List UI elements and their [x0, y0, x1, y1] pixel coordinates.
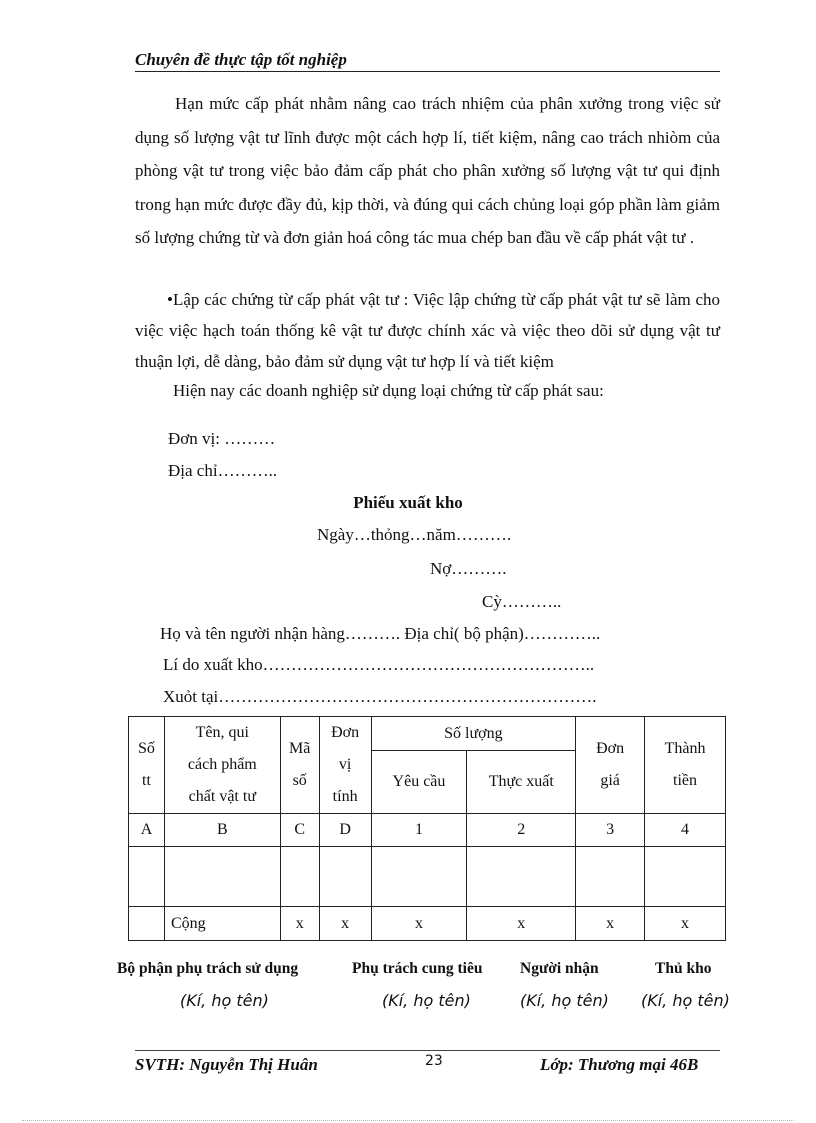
header-price-line: giá: [600, 772, 620, 789]
header-price-line: Đơn: [596, 740, 625, 757]
form-unit: Đơn vị: ………: [168, 429, 276, 448]
blank-cell: [576, 847, 645, 907]
page-edge: [22, 1120, 794, 1121]
header-unit-line: vị: [338, 756, 352, 773]
header-stt-line: tt: [142, 772, 151, 789]
blank-cell: [129, 847, 165, 907]
form-title: Phiếu xuất kho: [353, 493, 463, 512]
form-reason: Lí do xuất kho…………………………………………………..: [163, 655, 595, 674]
index-cell: 1: [371, 814, 467, 847]
header-unit-line: Đơn: [331, 724, 360, 741]
slip-table: [128, 716, 726, 941]
form-warehouse: Xuỏt tại………………………………………………………….: [163, 687, 597, 706]
signature-note: (Kí, họ tên): [180, 991, 269, 1010]
form-debit: Nợ……….: [430, 559, 507, 578]
signature-note: (Kí, họ tên): [641, 991, 730, 1010]
header-amount-line: Thành: [664, 740, 706, 757]
form-address: Địa chỉ………..: [168, 461, 278, 480]
footer-class: Lớp: Thương mại 46B: [540, 1055, 699, 1074]
blank-cell: [467, 847, 576, 907]
blank-cell: [371, 847, 467, 907]
header-requested: Yêu cầu: [371, 751, 467, 814]
total-row: [129, 907, 726, 941]
index-cell: D: [319, 814, 371, 847]
header-amount-line: tiền: [673, 772, 698, 789]
total-cell: x: [319, 907, 371, 941]
header-rule: [135, 71, 720, 72]
index-cell: B: [164, 814, 280, 847]
header-quantity: Số lượng: [371, 717, 576, 751]
form-date: Ngày…thỏng…năm……….: [317, 525, 512, 544]
header-name-line: Tên, qui: [195, 724, 249, 741]
header-amount: [645, 717, 726, 814]
header-title: Chuyên đề thực tập tốt nghiệp: [135, 50, 347, 69]
blank-cell: [164, 847, 280, 907]
total-cell: x: [576, 907, 645, 941]
signature-storekeeper: Thủ kho: [655, 960, 712, 977]
paragraph-1: Hạn mức cấp phát nhằm nâng cao trách nhiệm của phân xưởng trong việc sử dụng số lượng vật tư lĩnh được một cách hợp lí, tiết kiệm, nâng cao trách nhiòm của phòng vật tư trong việc bảo đảm cấp phát cho phân xưởng số lượng vật tư qui định trong hạn mức được đầy đủ, kịp thời, và đúng qui cách chủng loại góp phần làm giảm số lượng chứng từ và đơn giản hoá công tác mua chép ban đầu về cấp phát vật tư .: [135, 94, 720, 247]
signature-note: (Kí, họ tên): [520, 991, 609, 1010]
paragraph-3: Hiện nay các doanh nghiệp sử dụng loại chứng từ cấp phát sau:: [173, 381, 604, 400]
blank-cell: [319, 847, 371, 907]
header-name: [164, 717, 280, 814]
page-number: 23: [425, 1053, 443, 1069]
index-cell: 2: [467, 814, 576, 847]
index-row: [129, 814, 726, 847]
form-credit: Cỳ………..: [482, 592, 562, 611]
signature-supply: Phụ trách cung tiêu: [352, 960, 483, 977]
form-receiver: Họ và tên người nhận hàng………. Địa chỉ( bộ phận)…………..: [160, 624, 601, 643]
header-name-line: cách phẩm: [187, 756, 257, 773]
total-cell: [129, 907, 165, 941]
blank-row: [129, 847, 726, 907]
header-price: [576, 717, 645, 814]
header-stt-line: Số: [138, 740, 155, 757]
total-cell: x: [280, 907, 319, 941]
total-cell: x: [645, 907, 726, 941]
index-cell: A: [129, 814, 165, 847]
signature-usage-dept: Bộ phận phụ trách sử dụng: [117, 960, 299, 977]
paragraph-2: •Lập các chứng từ cấp phát vật tư : Việc lập chứng từ cấp phát vật tư sẽ làm cho việc việc hạch toán thống kê vật tư được chính xác và việc theo dõi sử dụng vật tư thuận lợi, dễ dàng, bảo đảm sử dụng vật tư hợp lí và tiết kiệm: [135, 290, 720, 371]
header-code: [280, 717, 319, 814]
total-cell: x: [467, 907, 576, 941]
header-name-line: chất vật tư: [188, 788, 256, 805]
header-stt: [129, 717, 165, 814]
index-cell: 3: [576, 814, 645, 847]
header-unit-line: tính: [332, 788, 358, 805]
footer-student: SVTH: Nguyễn Thị Huân: [135, 1055, 318, 1074]
index-cell: 4: [645, 814, 726, 847]
header-unit: [319, 717, 371, 814]
signature-receiver: Người nhận: [520, 960, 599, 977]
index-cell: C: [280, 814, 319, 847]
total-label: Cộng: [164, 907, 280, 941]
signature-note: (Kí, họ tên): [382, 991, 471, 1010]
header-code-line: số: [292, 772, 307, 789]
header-code-line: Mã: [289, 740, 311, 757]
footer-rule: [135, 1050, 720, 1051]
blank-cell: [280, 847, 319, 907]
total-cell: x: [371, 907, 467, 941]
header-actual: Thực xuất: [467, 751, 576, 814]
blank-cell: [645, 847, 726, 907]
